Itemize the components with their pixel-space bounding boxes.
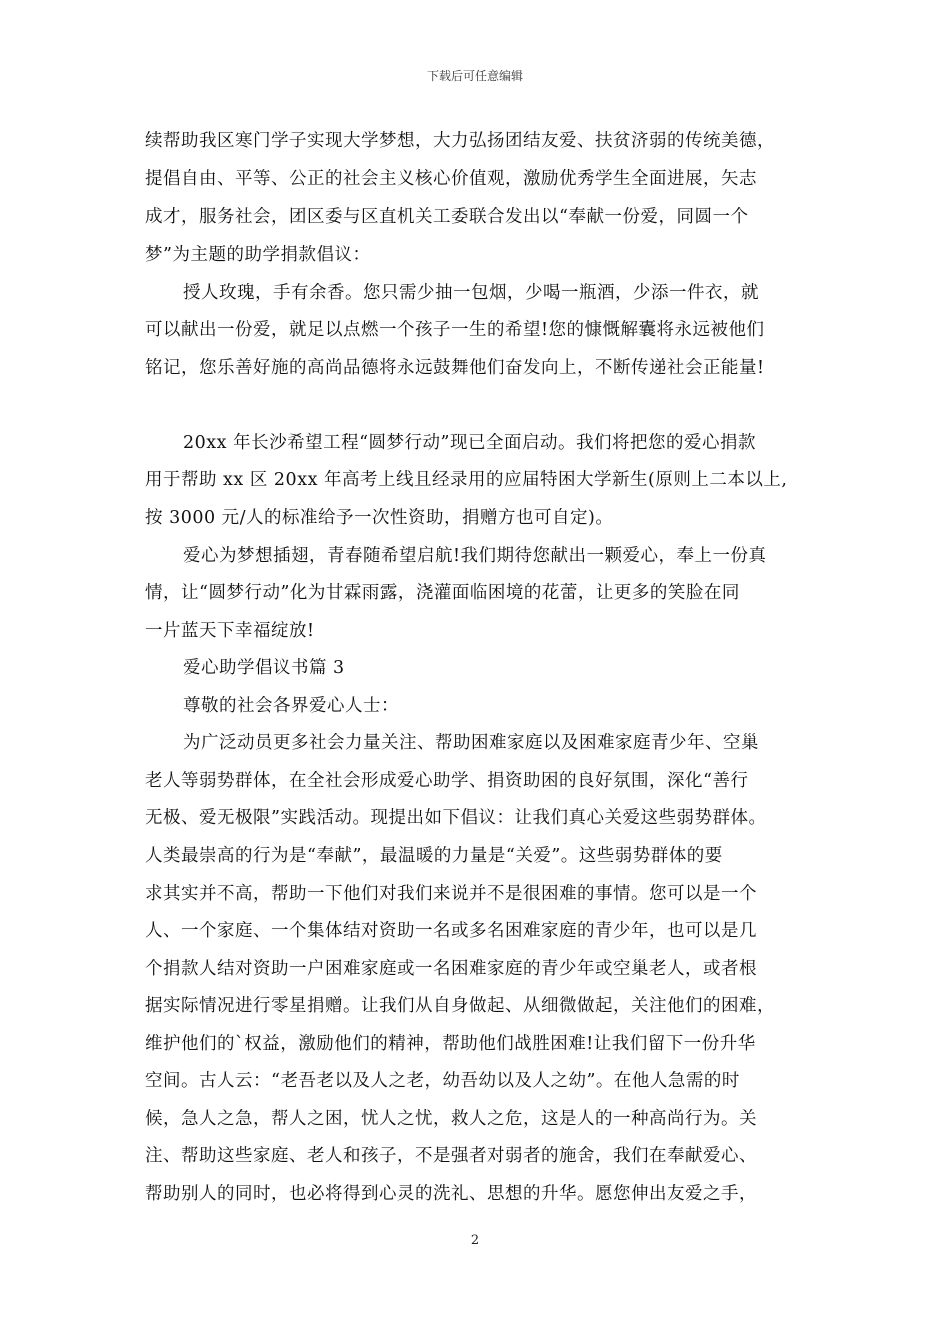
body-line: 提倡自由、平等、公正的社会主义核心价值观，激励优秀学生全面进展，矢志 xyxy=(145,169,757,189)
body-line: 情，让“圆梦行动”化为甘霖雨露，浇灌面临困境的花蕾，让更多的笑脸在同 xyxy=(145,583,740,603)
body-line: 梦”为主题的助学捐款倡议： xyxy=(145,245,371,265)
body-line: 一片蓝天下幸福绽放! xyxy=(145,621,315,641)
body-line: 人、一个家庭、一个集体结对资助一名或多名困难家庭的青少年，也可以是几 xyxy=(145,921,757,941)
body-line: 无极、爱无极限”实践活动。现提出如下倡议：让我们真心关爱这些弱势群体。 xyxy=(145,808,767,828)
body-line: 可以献出一份爱，就足以点燃一个孩子一生的希望!您的慷慨解囊将永远被他们 xyxy=(145,320,765,340)
body-line: 维护他们的`权益，激励他们的精神，帮助他们战胜困难!让我们留下一份升华 xyxy=(145,1034,756,1054)
body-line: 授人玫瑰，手有余香。您只需少抽一包烟，少喝一瓶酒，少添一件衣，就 xyxy=(183,283,759,303)
body-line: 人类最崇高的行为是“奉献”，最温暖的力量是“关爱”。这些弱势群体的要 xyxy=(145,846,723,866)
body-line: 老人等弱势群体，在全社会形成爱心助学、捐资助困的良好氛围，深化“善行 xyxy=(145,771,749,791)
body-line: 帮助别人的同时，也必将得到心灵的洗礼、思想的升华。愿您伸出友爱之手， xyxy=(145,1184,757,1204)
body-line: 续帮助我区寒门学子实现大学梦想，大力弘扬团结友爱、扶贫济弱的传统美德， xyxy=(145,131,775,151)
body-line: 用于帮助 xx 区 20xx 年高考上线且经录用的应届特困大学新生(原则上二本以上, xyxy=(145,470,788,490)
body-line: 为广泛动员更多社会力量关注、帮助困难家庭以及困难家庭青少年、空巢 xyxy=(183,733,759,753)
body-line: 空间。古人云：“老吾老以及人之老，幼吾幼以及人之幼”。在他人急需的时 xyxy=(145,1071,740,1091)
body-line: 候，急人之急，帮人之困，忧人之忧，救人之危，这是人的一种高尚行为。关 xyxy=(145,1109,757,1129)
page-number: 2 xyxy=(470,1233,480,1248)
body-line: 爱心为梦想插翅，青春随希望启航!我们期待您献出一颗爱心，奉上一份真 xyxy=(183,546,767,566)
page-header: 下载后可任意编辑 xyxy=(426,69,523,83)
body-line: 注、帮助这些家庭、老人和孩子，不是强者对弱者的施舍，我们在奉献爱心、 xyxy=(145,1146,757,1166)
section-heading: 爱心助学倡议书篇 3 xyxy=(183,658,345,678)
body-line: 据实际情况进行零星捐赠。让我们从自身做起、从细微做起，关注他们的困难， xyxy=(145,996,775,1016)
body-line: 个捐款人结对资助一户困难家庭或一名困难家庭的青少年或空巢老人，或者根 xyxy=(145,959,757,979)
body-line: 铭记，您乐善好施的高尚品德将永远鼓舞他们奋发向上，不断传递社会正能量! xyxy=(145,358,765,378)
body-line: 按 3000 元/人的标准给予一次性资助，捐赠方也可自定)。 xyxy=(145,508,614,528)
body-line: 求其实并不高，帮助一下他们对我们来说并不是很困难的事情。您可以是一个 xyxy=(145,884,757,904)
body-line: 成才，服务社会，团区委与区直机关工委联合发出以“奉献一份爱，同圆一个 xyxy=(145,207,749,227)
body-line: 20xx 年长沙希望工程“圆梦行动”现已全面启动。我们将把您的爱心捐款 xyxy=(183,433,756,453)
salutation: 尊敬的社会各界爱心人士： xyxy=(183,696,399,716)
